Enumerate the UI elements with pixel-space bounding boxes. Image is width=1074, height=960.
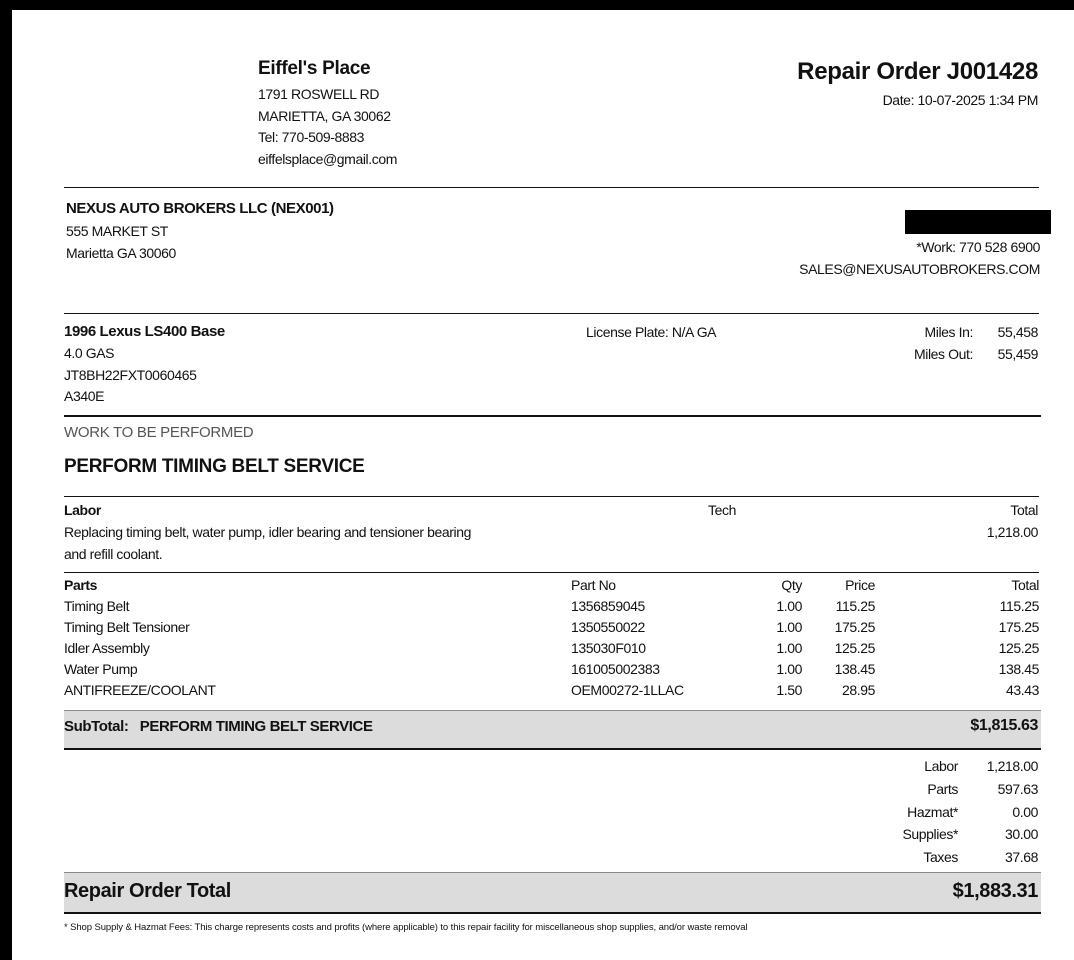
divider-thick xyxy=(64,415,1041,417)
customer-email: SALES@NEXUSAUTOBROKERS.COM xyxy=(799,260,1040,277)
parts-header-price: Price xyxy=(845,577,875,593)
subtotal-amount: $1,815.63 xyxy=(970,717,1038,734)
job-title: PERFORM TIMING BELT SERVICE xyxy=(64,456,365,477)
part-qty: 1.00 xyxy=(776,598,802,614)
summary-value: 1,218.00 xyxy=(986,758,1038,774)
part-name: ANTIFREEZE/COOLANT xyxy=(64,682,216,698)
miles-out-label: Miles Out: xyxy=(913,345,973,362)
summary-value: 37.68 xyxy=(1004,849,1038,866)
mileage-labels xyxy=(914,322,973,365)
part-total: 115.25 xyxy=(999,598,1039,614)
labor-total-header: Total xyxy=(1010,502,1038,518)
part-price: 115.25 xyxy=(835,598,875,614)
part-name: Timing Belt Tensioner xyxy=(64,619,190,635)
vehicle-title: 1996 Lexus LS400 Base xyxy=(64,323,225,340)
part-total: 43.43 xyxy=(1005,682,1039,698)
part-qty: 1.00 xyxy=(776,619,802,635)
shop-phone: Tel: 770-509-8883 xyxy=(258,129,365,145)
summary-label: Labor xyxy=(924,758,958,774)
part-price: 138.45 xyxy=(834,661,875,677)
part-number: OEM00272-1LLAC xyxy=(571,682,684,698)
summary-label: Taxes xyxy=(923,849,958,866)
parts-row xyxy=(64,659,1039,680)
part-name: Water Pump xyxy=(64,661,138,677)
part-total: 138.45 xyxy=(998,661,1039,677)
customer-info xyxy=(66,198,334,264)
miles-in-value: 55,458 xyxy=(997,324,1038,340)
order-title: Repair Order J001428 xyxy=(797,58,1038,85)
parts-header-name: Parts xyxy=(64,577,98,593)
divider xyxy=(64,572,1039,573)
part-number: 161005002383 xyxy=(571,661,660,677)
part-total: 175.25 xyxy=(998,619,1039,635)
divider xyxy=(64,496,1039,497)
labor-tech-header: Tech xyxy=(708,502,736,518)
divider xyxy=(64,912,1041,914)
summary-label: Supplies* xyxy=(902,826,958,843)
customer-address-line1: 555 MARKET ST xyxy=(66,223,168,239)
parts-header-row xyxy=(64,575,1039,596)
parts-table xyxy=(64,575,1039,701)
grand-total-amount: $1,883.31 xyxy=(952,880,1038,902)
vehicle-info xyxy=(64,321,225,408)
part-qty: 1.00 xyxy=(776,661,802,677)
summary-value: 0.00 xyxy=(1012,803,1038,820)
subtotal-label xyxy=(64,718,373,735)
part-name: Timing Belt xyxy=(64,598,130,614)
vehicle-vin: JT8BH22FXT0060465 xyxy=(64,366,197,383)
summary-totals xyxy=(878,756,1038,870)
shop-email: eiffelsplace@gmail.com xyxy=(258,150,397,167)
parts-row xyxy=(64,680,1039,701)
divider xyxy=(64,313,1039,314)
customer-work-phone: *Work: 770 528 6900 xyxy=(916,239,1040,255)
shop-name: Eiffel's Place xyxy=(258,58,371,79)
labor-total: 1,218.00 xyxy=(986,524,1038,540)
summary-label: Hazmat* xyxy=(907,803,958,820)
order-date: Date: 10-07-2025 1:34 PM xyxy=(882,92,1038,108)
miles-out-value: 55,459 xyxy=(997,345,1038,362)
labor-header: Labor xyxy=(64,502,101,518)
divider xyxy=(64,872,1041,873)
divider xyxy=(64,710,1041,711)
summary-row xyxy=(878,802,1038,825)
mileage-values xyxy=(998,322,1038,365)
vehicle-transmission: A340E xyxy=(64,388,105,404)
shop-info xyxy=(258,58,397,170)
customer-address-line2: Marietta GA 30060 xyxy=(66,244,176,261)
parts-rows xyxy=(64,596,1039,701)
summary-row xyxy=(878,847,1038,870)
summary-row xyxy=(878,756,1038,779)
redaction-bar xyxy=(905,210,1051,234)
part-price: 175.25 xyxy=(834,619,875,635)
part-number: 1356859045 xyxy=(571,598,645,614)
labor-description xyxy=(64,522,471,565)
grand-total-label: Repair Order Total xyxy=(64,880,231,902)
parts-header-part-no: Part No xyxy=(571,577,616,593)
footnote: * Shop Supply & Hazmat Fees: This charge represents costs and profits (where applicable) to this repair facility for miscellaneous shop supplies, and/or waste removal xyxy=(64,922,748,933)
labor-description-line2: and refill coolant. xyxy=(64,545,163,562)
summary-row xyxy=(878,824,1038,847)
labor-description-line1: Replacing timing belt, water pump, idler bearing and tensioner bearing xyxy=(64,524,472,540)
parts-row xyxy=(64,596,1039,617)
part-price: 28.95 xyxy=(841,682,875,698)
miles-in-label: Miles In: xyxy=(924,324,973,340)
parts-row xyxy=(64,617,1039,638)
subtotal-label-text: SubTotal: xyxy=(64,718,129,735)
divider xyxy=(64,187,1039,188)
parts-header-total: Total xyxy=(1011,577,1039,593)
customer-name: NEXUS AUTO BROKERS LLC (NEX001) xyxy=(66,200,334,217)
part-qty: 1.50 xyxy=(776,682,802,698)
part-number: 135030F010 xyxy=(571,640,646,656)
summary-value: 30.00 xyxy=(1004,826,1038,843)
vehicle-engine: 4.0 GAS xyxy=(64,345,115,361)
part-total: 125.25 xyxy=(998,640,1039,656)
subtotal-job-name: PERFORM TIMING BELT SERVICE xyxy=(139,718,373,735)
parts-header-qty: Qty xyxy=(781,577,802,593)
part-qty: 1.00 xyxy=(776,640,802,656)
shop-address-line1: 1791 ROSWELL RD xyxy=(258,86,380,102)
license-plate: License Plate: N/A GA xyxy=(586,324,717,340)
order-header xyxy=(797,58,1038,111)
parts-row xyxy=(64,638,1039,659)
divider xyxy=(64,748,1041,750)
summary-label: Parts xyxy=(927,780,958,797)
summary-value: 597.63 xyxy=(997,780,1038,797)
work-section-label: WORK TO BE PERFORMED xyxy=(64,424,254,441)
part-price: 125.25 xyxy=(834,640,875,656)
shop-address-line2: MARIETTA, GA 30062 xyxy=(258,107,391,124)
part-number: 1350550022 xyxy=(571,619,645,635)
customer-contact xyxy=(799,237,1040,280)
repair-order-document xyxy=(12,10,1074,960)
summary-row xyxy=(878,779,1038,802)
part-name: Idler Assembly xyxy=(64,640,150,656)
